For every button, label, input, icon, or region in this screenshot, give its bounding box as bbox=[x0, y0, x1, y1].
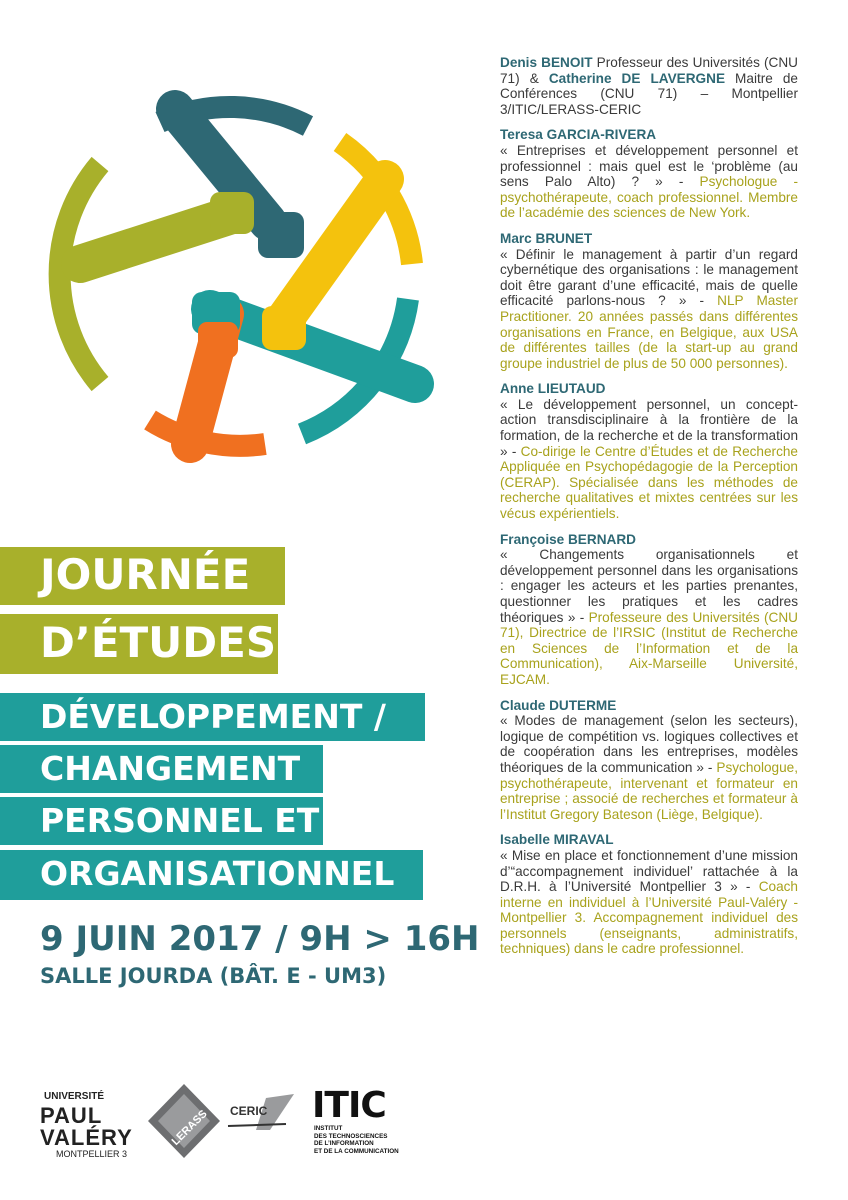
upv-logo-city: MONTPELLIER 3 bbox=[56, 1149, 128, 1159]
organizer-name-1: Denis BENOIT bbox=[500, 55, 593, 70]
itic-subtitle-line-4: ET DE LA COMMUNICATION bbox=[314, 1147, 399, 1155]
itic-subtitle-line-1: INSTITUT bbox=[314, 1125, 343, 1132]
upv-logo-valery: VALÉRY bbox=[40, 1125, 133, 1150]
lerass-logo-text: LERASS bbox=[169, 1107, 210, 1148]
organizers-block bbox=[500, 55, 798, 117]
event-title-line-4: ORGANISATIONNEL bbox=[0, 850, 423, 900]
upv-logo bbox=[34, 1085, 144, 1163]
hands-circle-logo bbox=[40, 84, 440, 464]
organizer-role-1: Professeur des Universités (CNU 71) & bbox=[500, 55, 798, 86]
organizer-role-2: Maitre de Conférences (CNU 71) – bbox=[500, 70, 798, 102]
speaker-item bbox=[500, 698, 798, 823]
ceric-logo bbox=[226, 1090, 298, 1134]
speaker-description bbox=[500, 143, 798, 221]
speaker-description bbox=[500, 397, 798, 522]
talk-title: « Entreprises et développement personnel et professionnel : mais quel est le ‘problème (au sens Palo Alto) ? » - bbox=[500, 142, 798, 190]
organizer-affiliation: Montpellier 3/ITIC/LERASS-CERIC bbox=[500, 86, 798, 117]
ceric-logo-text: CERIC bbox=[230, 1104, 268, 1118]
speaker-name: Teresa GARCIA-RIVERA bbox=[500, 127, 657, 143]
event-title-line-3: PERSONNEL ET bbox=[0, 797, 323, 845]
speaker-name: Isabelle MIRAVAL bbox=[500, 832, 614, 848]
itic-logo-word: ITIC bbox=[312, 1085, 386, 1126]
event-title-line-2: CHANGEMENT bbox=[0, 745, 323, 793]
talk-title: « Modes de management (selon les secteurs), logique de compétition vs. logiques collectives et de coopération dans les entreprises, modèles théoriques de la communication » - bbox=[500, 713, 798, 775]
fist-orange bbox=[198, 322, 238, 358]
speaker-bio: Co-dirige le Centre d’Études et de Recherche Appliquée en Psychopédagogie de la Perception (CERAP). Spécialisée dans les méthodes de recherche qualitatives et mixtes centrées sur les vécus expérientiels. bbox=[500, 443, 798, 522]
speaker-name: Claude DUTERME bbox=[500, 697, 617, 713]
speaker-item bbox=[500, 231, 798, 371]
itic-logo bbox=[312, 1085, 422, 1155]
event-type-line-1: JOURNÉE bbox=[0, 547, 285, 605]
talk-title: « Mise en place et fonctionnement d’une mission d’“accompagnement individuel’ rattachée à la D.R.H. à l’Université Montpellier 3 » - bbox=[500, 847, 798, 895]
speaker-item bbox=[500, 832, 798, 957]
talk-title: « Le développement personnel, un concept-action transdisciplinaire à la frontière de la formation, de la recherche et de la transformation » - bbox=[500, 396, 798, 459]
speaker-description bbox=[500, 848, 798, 957]
speaker-bio: Coach interne en individuel à l’Université Paul-Valéry - Montpellier 3. Accompagnement individuel des personnels (enseignants, administratifs, techniques) dans le cadre professionnel. bbox=[500, 879, 798, 957]
speaker-description bbox=[500, 547, 798, 687]
event-type-line-2: D’ÉTUDES bbox=[0, 614, 278, 674]
speaker-item bbox=[500, 127, 798, 221]
event-date: 9 JUIN 2017 / 9H > 16H bbox=[40, 919, 480, 959]
speaker-bio: Professeure des Universités (CNU 71), Directrice de l’IRSIC (Institut de Recherche en Sciences de l’Information et de la Communication), Aix-Marseille Université, EJCAM. bbox=[500, 609, 798, 687]
speaker-bio: Psychologue -psychothérapeute, coach professionnel. Membre de l’académie des sciences de New York. bbox=[500, 174, 798, 221]
event-title-line-1: DÉVELOPPEMENT / bbox=[0, 693, 425, 741]
fist-olive bbox=[210, 192, 254, 234]
lerass-logo bbox=[146, 1082, 222, 1160]
upv-logo-paul: PAUL bbox=[40, 1103, 103, 1128]
speaker-bio: Psychologue, psychothérapeute, intervenant et formateur en entreprise ; associé de recherches et formateur à l’Institut Gregory Bateson (Liège, Belgique). bbox=[500, 759, 798, 822]
itic-logo-subtitle bbox=[314, 1125, 424, 1155]
speaker-description bbox=[500, 713, 798, 822]
event-venue: SALLE JOURDA (BÂT. E - UM3) bbox=[40, 964, 387, 988]
speaker-name: Marc BRUNET bbox=[500, 230, 593, 246]
speaker-description bbox=[500, 247, 798, 372]
speaker-name: Anne LIEUTAUD bbox=[500, 381, 606, 397]
organizer-name-2: Catherine DE LAVERGNE bbox=[548, 70, 726, 86]
speaker-bio: NLP Master Practitioner. 20 années passés dans différentes organisations en France, en Belgique, aux USA de différentes tailles (de la start-up au grand groupe industriel de plus de 50 000 personnes). bbox=[500, 293, 798, 371]
fist-yellow bbox=[262, 306, 306, 350]
fist-dark-teal bbox=[258, 212, 304, 258]
speaker-item bbox=[500, 532, 798, 688]
itic-subtitle-line-3: DE L’INFORMATION bbox=[314, 1140, 374, 1148]
speaker-list bbox=[500, 55, 798, 967]
upv-logo-universite: UNIVERSITÉ bbox=[44, 1091, 105, 1102]
talk-title: « Changements organisationnels et développement personnel dans les organisations : engager les acteurs et les parties prenantes, questionner les pratiques et les cadres théoriques » - bbox=[500, 547, 798, 625]
speaker-name: Françoise BERNARD bbox=[500, 531, 636, 547]
talk-title: « Définir le management à partir d’un regard cybernétique des organisations : le management doit être garant d’une efficacité, mais de quelle efficacité parlons-nous ? » - bbox=[500, 246, 798, 309]
speaker-item bbox=[500, 381, 798, 521]
itic-subtitle-line-2: DES TECHNOSCIENCES bbox=[314, 1132, 388, 1140]
